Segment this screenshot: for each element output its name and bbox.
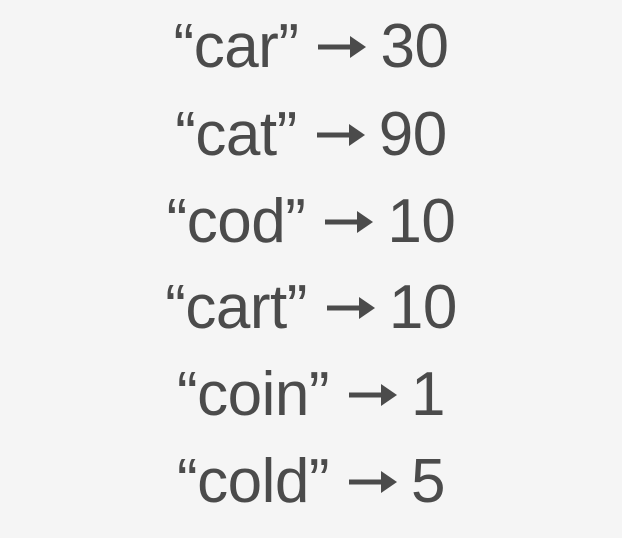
mapping-key: “cod” [166, 187, 306, 256]
mapping-value: 10 [387, 187, 456, 256]
right-arrow-icon [347, 355, 399, 435]
right-arrow-icon [323, 182, 375, 262]
mapping-row [0, 95, 622, 175]
mapping-value: 30 [380, 12, 449, 81]
mapping-key: “cart” [165, 273, 307, 342]
mapping-key: “cat” [175, 100, 297, 169]
mapping-key: “coin” [176, 360, 330, 429]
right-arrow-icon [315, 95, 367, 175]
right-arrow-icon [316, 7, 368, 87]
mapping-value: 10 [388, 273, 457, 342]
mapping-value: 5 [411, 447, 445, 516]
mapping-row [0, 182, 622, 262]
mapping-value: 90 [378, 100, 447, 169]
mapping-row [0, 7, 622, 87]
mapping-row [0, 442, 622, 522]
mapping-row [0, 355, 622, 435]
right-arrow-icon [347, 442, 399, 522]
mapping-key: “cold” [176, 447, 330, 516]
right-arrow-icon [325, 268, 377, 348]
mapping-key: “car” [173, 12, 299, 81]
mapping-row [0, 268, 622, 348]
mapping-value: 1 [411, 360, 445, 429]
